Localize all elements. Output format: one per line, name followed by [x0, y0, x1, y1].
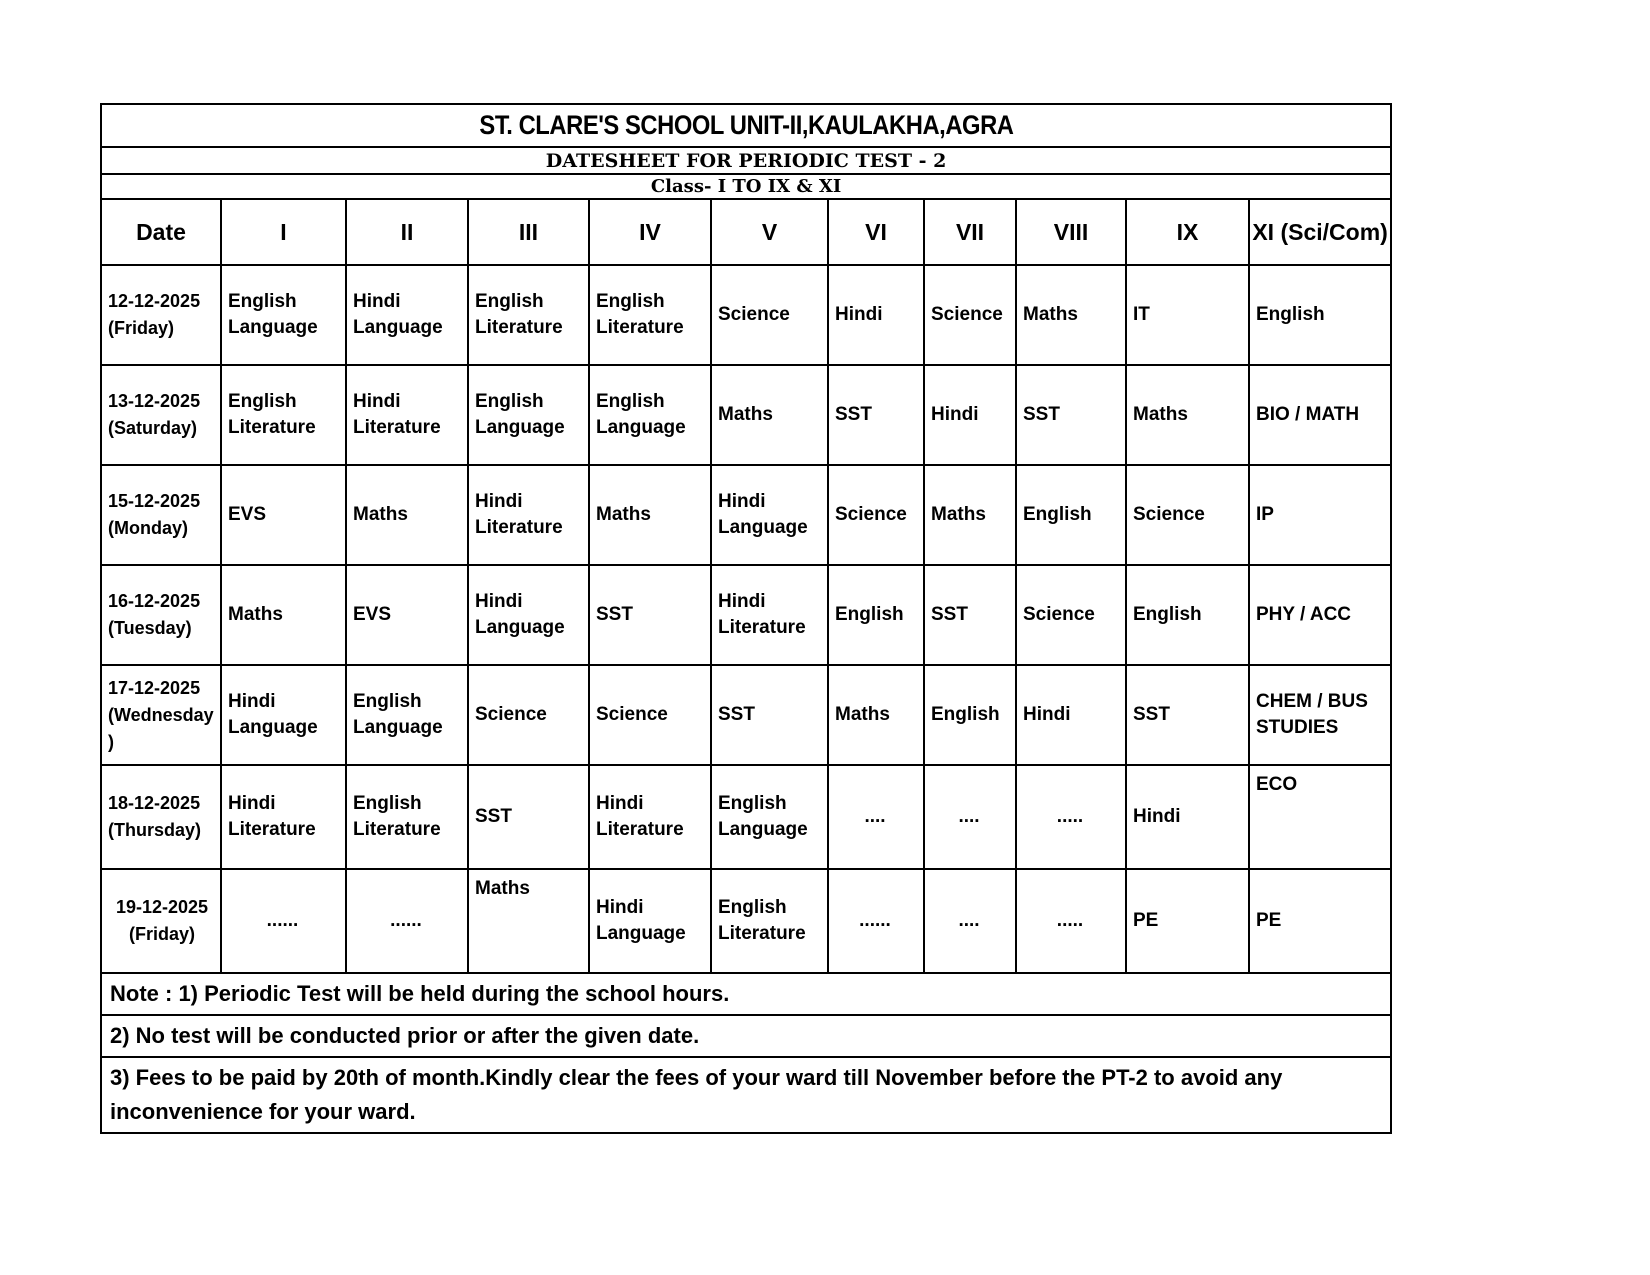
subject-cell: .... — [924, 869, 1016, 973]
subject-cell: .... — [828, 765, 924, 869]
subject-cell: English Language — [589, 365, 711, 465]
subject-cell: IP — [1249, 465, 1391, 565]
subject-cell: Hindi — [924, 365, 1016, 465]
class-line: Class- I TO IX & XI — [101, 174, 1391, 199]
subject-cell: Hindi Language — [346, 265, 468, 365]
subject-cell: CHEM / BUS STUDIES — [1249, 665, 1391, 765]
subject-cell: Maths — [924, 465, 1016, 565]
subject-cell: Hindi — [1126, 765, 1249, 869]
subject-cell: SST — [924, 565, 1016, 665]
subject-cell: Maths — [221, 565, 346, 665]
subject-cell: SST — [711, 665, 828, 765]
column-header-class-viii: VIII — [1016, 199, 1126, 265]
subject-cell: Science — [924, 265, 1016, 365]
column-header-class-vii: VII — [924, 199, 1016, 265]
column-header-date: Date — [101, 199, 221, 265]
subject-cell: IT — [1126, 265, 1249, 365]
note-row — [101, 1015, 1391, 1057]
table-row — [101, 265, 1391, 365]
table-row — [101, 665, 1391, 765]
datesheet — [100, 103, 1390, 1134]
subject-cell: SST — [1016, 365, 1126, 465]
subject-cell: Maths — [589, 465, 711, 565]
sheet-title: DATESHEET FOR PERIODIC TEST - 2 — [101, 147, 1391, 174]
subject-cell: English Language — [711, 765, 828, 869]
note-row — [101, 1057, 1391, 1133]
date-cell: 17-12-2025 (Wednesday) — [101, 665, 221, 765]
school-name: ST. CLARE'S SCHOOL UNIT-II,KAULAKHA,AGRA — [479, 110, 1014, 140]
column-header-class-ii: II — [346, 199, 468, 265]
subject-cell: Science — [828, 465, 924, 565]
subject-cell: ...... — [828, 869, 924, 973]
table-row — [101, 869, 1391, 973]
subject-cell: EVS — [221, 465, 346, 565]
subject-cell: English — [1126, 565, 1249, 665]
note-2: 2) No test will be conducted prior or after the given date. — [101, 1015, 1391, 1057]
subject-cell: ECO — [1249, 765, 1391, 869]
subject-cell: ..... — [1016, 869, 1126, 973]
subject-cell: Maths — [1016, 265, 1126, 365]
subject-cell: Maths — [346, 465, 468, 565]
subject-cell: SST — [828, 365, 924, 465]
subject-cell: Hindi Language — [468, 565, 589, 665]
subject-cell: SST — [468, 765, 589, 869]
subject-cell: ...... — [221, 869, 346, 973]
column-header-class-iii: III — [468, 199, 589, 265]
subject-cell: Hindi — [828, 265, 924, 365]
subject-cell: Hindi Language — [589, 869, 711, 973]
column-header-class-v: V — [711, 199, 828, 265]
subject-cell: EVS — [346, 565, 468, 665]
subject-cell: PE — [1126, 869, 1249, 973]
date-cell: 19-12-2025 (Friday) — [101, 869, 221, 973]
date-cell: 15-12-2025 (Monday) — [101, 465, 221, 565]
column-header-class-ix: IX — [1126, 199, 1249, 265]
subject-cell: Hindi Language — [221, 665, 346, 765]
class-row — [101, 174, 1391, 199]
subject-cell: ..... — [1016, 765, 1126, 869]
subject-cell: Maths — [1126, 365, 1249, 465]
subject-cell: Science — [468, 665, 589, 765]
title-row — [101, 104, 1391, 147]
datesheet-table — [100, 103, 1392, 1134]
date-cell: 18-12-2025 (Thursday) — [101, 765, 221, 869]
subject-cell: Science — [589, 665, 711, 765]
subject-cell: Science — [711, 265, 828, 365]
subject-cell: Maths — [828, 665, 924, 765]
subject-cell: English Literature — [468, 265, 589, 365]
subject-cell: English — [828, 565, 924, 665]
subtitle-row — [101, 147, 1391, 174]
subject-cell: SST — [1126, 665, 1249, 765]
subject-cell: English Language — [221, 265, 346, 365]
note-3: 3) Fees to be paid by 20th of month.Kindly clear the fees of your ward till November before the PT-2 to avoid any inconvenience for your ward. — [101, 1057, 1391, 1133]
subject-cell: Hindi Literature — [711, 565, 828, 665]
subject-cell: .... — [924, 765, 1016, 869]
subject-cell: Maths — [468, 869, 589, 973]
subject-cell: Hindi Literature — [468, 465, 589, 565]
subject-cell: BIO / MATH — [1249, 365, 1391, 465]
column-header-class-iv: IV — [589, 199, 711, 265]
subject-cell: Hindi — [1016, 665, 1126, 765]
table-row — [101, 465, 1391, 565]
subject-cell: English Language — [468, 365, 589, 465]
subject-cell: PHY / ACC — [1249, 565, 1391, 665]
date-cell: 13-12-2025 (Saturday) — [101, 365, 221, 465]
note-1: Note : 1) Periodic Test will be held during the school hours. — [101, 973, 1391, 1015]
subject-cell: English — [924, 665, 1016, 765]
subject-cell: Hindi Literature — [346, 365, 468, 465]
subject-cell: English Literature — [711, 869, 828, 973]
subject-cell: English — [1249, 265, 1391, 365]
subject-cell: English Literature — [589, 265, 711, 365]
subject-cell: Hindi Literature — [221, 765, 346, 869]
header-row — [101, 199, 1391, 265]
school-name-cell — [101, 104, 1391, 147]
subject-cell: PE — [1249, 869, 1391, 973]
subject-cell: English Literature — [346, 765, 468, 869]
date-cell: 16-12-2025 (Tuesday) — [101, 565, 221, 665]
table-row — [101, 565, 1391, 665]
subject-cell: Hindi Language — [711, 465, 828, 565]
subject-cell: English Literature — [221, 365, 346, 465]
table-row — [101, 765, 1391, 869]
table-row — [101, 365, 1391, 465]
note-row — [101, 973, 1391, 1015]
date-cell: 12-12-2025 (Friday) — [101, 265, 221, 365]
column-header-class-xi: XI (Sci/Com) — [1249, 199, 1391, 265]
column-header-class-vi: VI — [828, 199, 924, 265]
subject-cell: Maths — [711, 365, 828, 465]
subject-cell: ...... — [346, 869, 468, 973]
subject-cell: Science — [1016, 565, 1126, 665]
column-header-class-i: I — [221, 199, 346, 265]
subject-cell: English — [1016, 465, 1126, 565]
subject-cell: Hindi Literature — [589, 765, 711, 869]
subject-cell: English Language — [346, 665, 468, 765]
subject-cell: SST — [589, 565, 711, 665]
subject-cell: Science — [1126, 465, 1249, 565]
